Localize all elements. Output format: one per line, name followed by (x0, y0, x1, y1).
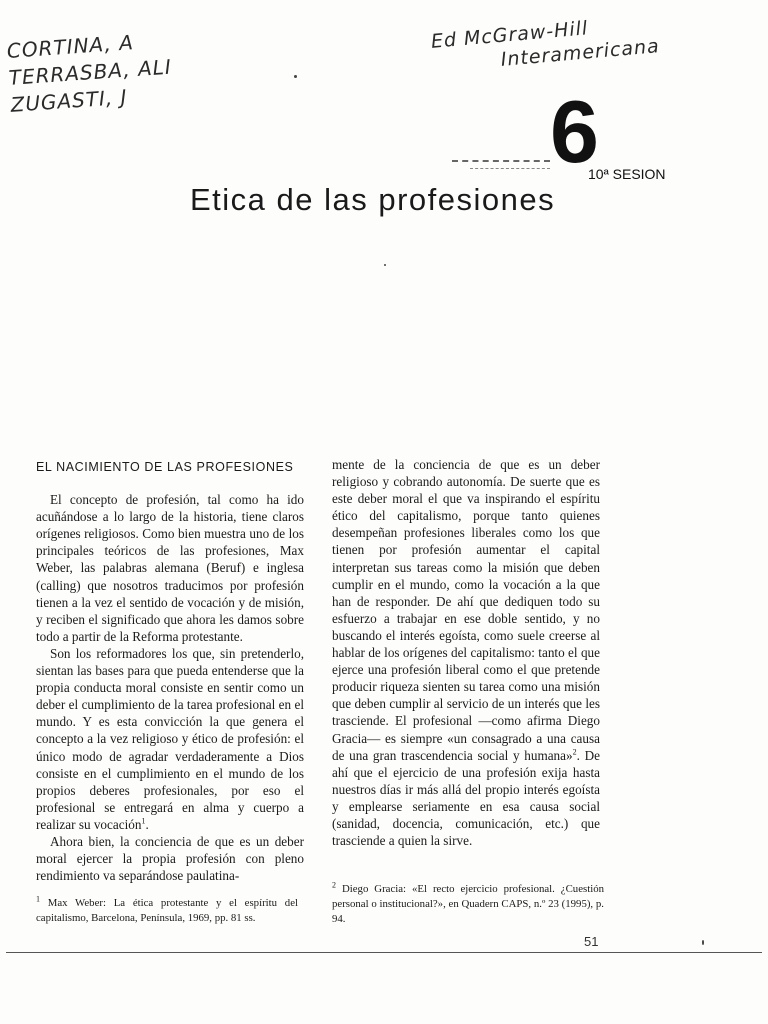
scan-speck (384, 264, 386, 266)
footnote-marker: 1 (141, 816, 146, 826)
section-heading: EL NACIMIENTO DE LAS PROFESIONES (36, 460, 294, 474)
footnote-text: Max Weber: La ética protestante y el espíritu del capitalismo, Barcelona, Península, 1969, pp. 81 ss. (36, 897, 298, 924)
page-number: 51 (584, 934, 599, 949)
footnote-1 (36, 896, 298, 926)
footnote-2 (332, 882, 604, 927)
paragraph-text: mente de la conciencia de que es un deber religioso y cobrando autonomía. De suerte que es este deber moral el que va inspirando el espíritu ético del capitalismo, porque tanto quienes desempeñan profesiones liberales como los que tienen por profesión aumentar el capital interpretan sus tareas como la misión que deben cumplir en el mundo, como la vocación a la que han de responder. De ahí que dediquen todo su esfuerzo a trabajar en ese doble sentido, y no buscando el interés egoísta, como suele creerse al hablar de los orígenes del capitalismo: tanto el que ejerce una profesión liberal como el que pretende producir riqueza sienten su tarea como una misión que deben cumplir al servicio de un interés que les trasciende. El profesional —como afirma Diego Gracia— es siempre «un consagrado a una causa de una gran trascendencia social y humana» (332, 457, 600, 763)
handwritten-line: ZUGASTI, J (9, 84, 129, 117)
scan-speck (702, 940, 704, 945)
chapter-title: Etica de las profesiones (190, 182, 556, 217)
paragraph: mente de la conciencia de que es un deber religioso y cobrando autonomía. De suerte que es este deber moral el que va inspirando el espíritu ético del capitalismo, porque tanto quienes desempeñan profesiones liberales como los que tienen por profesión aumentar el capital interpretan sus tareas como la misión que deben cumplir en el mundo, como la vocación a la que han de responder. De ahí que dediquen todo su esfuerzo a trabajar en ese doble sentido, y no buscando el interés egoísta, como suele creerse al hablar de los orígenes del capitalismo: tanto el que ejerce una profesión liberal como el que pretende producir riqueza sienten su tarea como una misión que deben cumplir al servicio de un interés que les trasciende. El profesional —como afirma Diego Gracia— es siempre «un consagrado a una causa de una gran trascendencia social y humana»$^2$. De ahí que el ejercicio de una profesión exija hasta nuestros días ir más allá del propio interés egoísta y emplearse seriamente en esa causa social (sanidad, docencia, comunicación, etc.) que trasciende a quien la sirve. (332, 457, 601, 849)
footnote-marker: 2 (572, 747, 577, 757)
paragraph: Son los reformadores los que, sin pretenderlo, sientan las bases para que pueda entenderse que la propia conducta moral consiste en sentir como un deber el cumplimiento de la tarea profesional en el mundo. Y es esta convicción la que genera el concepto a la vez religioso y ético de profesión: el único modo de agradar verdaderamente a Dios consiste en el cumplimiento en el mundo de los propios deberes profesionales, por eso el profesional se entregará en alma y cuerpo a realizar su vocación$^1$. (36, 645, 304, 832)
footnote-text: Diego Gracia: «El recto ejercicio profesional. ¿Cuestión personal o institucional?», en Quadern CAPS, n.º 23 (1995), p. 94. (332, 883, 604, 925)
dashed-rule (452, 160, 550, 162)
handwritten-line: Interamericana (499, 35, 661, 71)
paragraph: El concepto de profesión, tal como ha ido acuñándose a lo largo de la historia, tiene claros orígenes religiosos. Como bien muestra uno de los principales teóricos de las profesiones, Max Weber, las palabras alemana (Beruf) e inglesa (calling) que nosotros traducimos por profesión tienen a la vez el sentido de vocación y de misión, y reciben el significado que ahora les damos sobre todo a partir de la Reforma protestante. (36, 492, 304, 644)
handwritten-line: TERRASBA, ALI (7, 54, 173, 90)
chapter-number: 6 (550, 82, 599, 181)
scan-speck (294, 75, 297, 78)
dashed-rule (470, 168, 550, 169)
handwritten-publisher (430, 10, 661, 78)
handwritten-line: Ed McGraw-Hill (430, 17, 590, 53)
paragraph: Ahora bien, la conciencia de que es un deber moral ejercer la propia profesión con pleno rendimiento va separándose paulatina- (36, 833, 304, 884)
handwritten-authors (6, 27, 174, 119)
paragraph-text: Son los reformadores los que, sin pretenderlo, sientan las bases para que pueda entenderse que la propia conducta moral consiste en sentir como un deber el cumplimiento de la tarea profesional en el mundo. Y es esta convicción la que genera el concepto a la vez religioso y ético de profesión: el único modo de agradar verdaderamente a Dios consiste en el cumplimiento en el mundo de los propios deberes profesionales, por eso el profesional se entregará en alma y cuerpo a realizar su vocación (36, 645, 304, 832)
paragraph-text: De ahí que el ejercicio de una profesión exija hasta nuestros días ir más allá del propio interés egoísta y emplearse seriamente en esa causa social (sanidad, docencia, comunicación, etc.) que trasciende a quien la sirve. (332, 747, 601, 849)
session-label: 10ª SESION (588, 166, 666, 182)
bottom-rule (6, 952, 762, 953)
footnote-number: 1 (36, 894, 40, 904)
right-column (332, 456, 600, 849)
footnote-number: 2 (332, 880, 336, 890)
handwritten-line: CORTINA, A (6, 30, 135, 63)
left-column (36, 456, 304, 884)
